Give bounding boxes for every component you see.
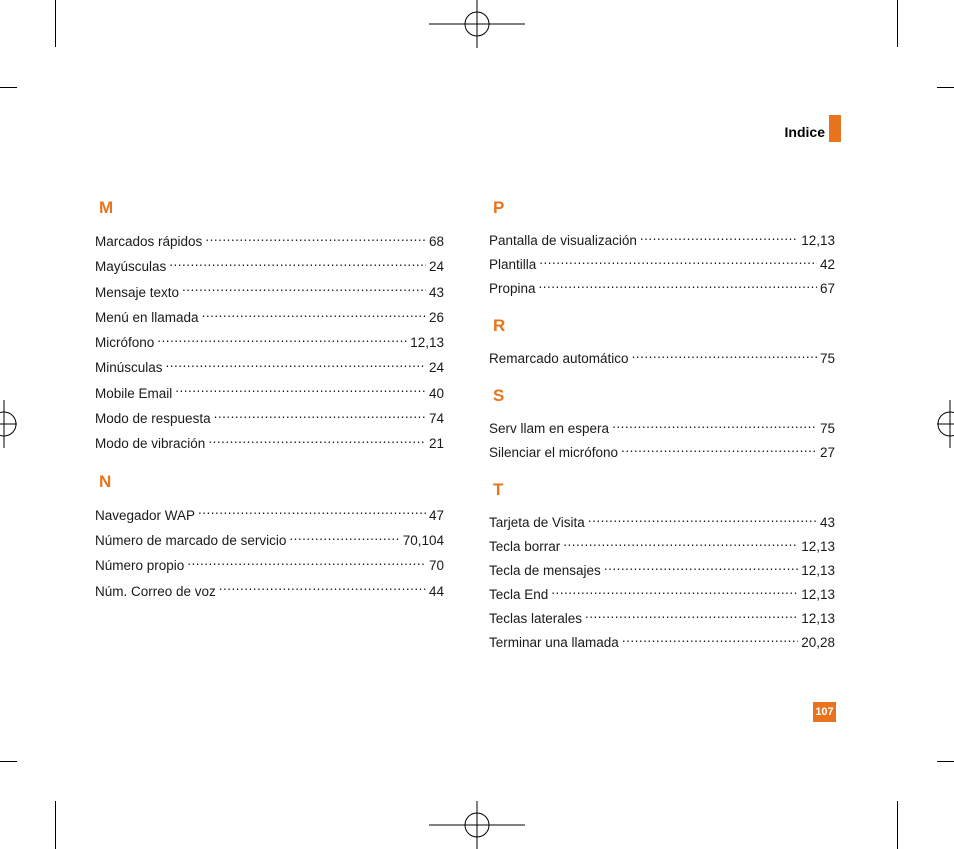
index-entry-page: 43 [428,284,444,300]
heading-spacer [95,220,444,229]
dot-leader [585,610,798,624]
index-entry-label: Tarjeta de Visita [489,515,585,530]
index-entry-page: 75 [819,421,835,436]
index-entry-page: 70 [428,558,444,574]
index-entry-label: Plantilla [489,257,537,272]
index-entry-label: Navegador WAP [95,507,196,523]
crop-mark [897,0,898,47]
index-entry-page: 12,13 [801,539,835,554]
index-letter-heading: M [99,198,114,217]
heading-spacer [95,494,444,503]
index-entry [489,583,835,607]
heading-spacer [489,220,835,229]
page-number: 107 [813,702,836,722]
index-entry [95,305,444,330]
dot-leader [622,634,798,648]
index-entry-label: Silenciar el micrófono [489,445,619,460]
dot-leader [632,350,817,364]
index-entry [95,579,444,604]
index-entry [95,431,444,456]
dot-leader [175,384,426,398]
index-entry-label: Micrófono [95,335,155,351]
section-tab-marker [829,115,841,142]
dot-leader [289,531,399,545]
index-entry-page: 27 [819,445,835,460]
dot-leader [551,586,798,600]
index-letter-heading: P [493,198,505,217]
dot-leader [219,582,426,596]
index-entry-label: Serv llam en espera [489,421,610,436]
index-entry-page: 74 [428,411,444,427]
section-spacer [489,301,835,314]
index-entry [489,253,835,277]
index-entry [95,553,444,578]
crop-mark [55,801,56,849]
index-entry [95,503,444,528]
index-entry-label: Minúsculas [95,360,163,376]
index-entry [489,607,835,631]
index-entry-label: Tecla de mensajes [489,563,601,578]
index-entry-page: 12,13 [410,335,444,351]
crop-mark [0,87,17,88]
index-entry-page: 47 [428,507,444,523]
index-entry-label: Propina [489,281,536,296]
index-entry [95,406,444,431]
dot-leader [604,562,798,576]
index-entry-label: Terminar una llamada [489,635,619,650]
dot-leader [182,283,426,297]
page-section-title: Indice [784,124,825,140]
index-entry-page: 12,13 [801,587,835,602]
dot-leader [202,308,426,322]
index-entry-page: 26 [428,309,444,325]
index-entry-page: 40 [428,385,444,401]
index-entry-page: 43 [819,515,835,530]
index-entry-page: 75 [819,351,835,366]
index-entry [95,254,444,279]
dot-leader [198,506,426,520]
dot-leader [539,280,817,294]
crop-mark [0,761,17,762]
index-entry-page: 24 [428,259,444,275]
index-entry-label: Pantalla de visualización [489,233,637,248]
crop-mark [937,761,954,762]
index-entry-label: Tecla End [489,587,549,602]
index-entry-label: Mobile Email [95,385,173,401]
index-entry [95,355,444,380]
index-entry-page: 70,104 [402,532,444,548]
heading-spacer [489,408,835,417]
index-entry [489,417,835,441]
index-entry-page: 67 [819,281,835,296]
index-column-left [95,196,444,604]
index-entry-page: 12,13 [801,563,835,578]
dot-leader [208,435,426,449]
index-entry-label: Menú en llamada [95,309,199,325]
index-entry-label: Modo de respuesta [95,411,211,427]
section-spacer [489,465,835,478]
crop-mark [55,0,56,47]
index-entry [95,330,444,355]
index-entry [489,229,835,253]
index-entry-page: 42 [819,257,835,272]
index-entry [489,511,835,535]
index-entry-label: Marcados rápidos [95,234,203,249]
index-entry [489,347,835,371]
index-entry-label: Remarcado automático [489,351,629,366]
index-entry-label: Número propio [95,558,185,574]
index-entry-label: Modo de vibración [95,436,206,452]
index-entry-page: 21 [428,436,444,452]
section-spacer [95,457,444,470]
index-entry-label: Tecla borrar [489,539,561,554]
index-entry [489,277,835,301]
dot-leader [621,444,817,458]
index-entry-label: Núm. Correo de voz [95,583,216,599]
index-entry [489,535,835,559]
index-entry [489,441,835,465]
dot-leader [205,233,426,247]
index-letter-heading: T [493,480,504,499]
index-entry-page: 20,28 [801,635,835,650]
heading-spacer [489,502,835,511]
index-entry-label: Mayúsculas [95,259,167,275]
index-entry-page: 44 [428,583,444,599]
dot-leader [157,334,407,348]
index-entry-page: 12,13 [801,233,835,248]
dot-leader [539,256,817,270]
index-column-right [489,196,835,655]
registration-mark-icon [0,400,17,448]
crop-mark [897,801,898,849]
heading-spacer [489,338,835,347]
section-spacer [489,371,835,384]
index-entry-page: 12,13 [801,611,835,626]
dot-leader [166,359,426,373]
registration-mark-icon [937,400,954,448]
index-letter-heading: N [99,471,112,491]
index-entry-label: Mensaje texto [95,284,180,300]
dot-leader [169,258,426,272]
crop-mark [937,87,954,88]
index-entry [95,229,444,254]
index-entry-label: Número de marcado de servicio [95,532,287,548]
index-entry [489,631,835,655]
index-letter-heading: S [493,386,505,405]
index-entry [95,280,444,305]
index-entry-page: 68 [428,234,444,249]
index-entry [95,528,444,553]
dot-leader [640,232,798,246]
dot-leader [563,538,798,552]
registration-mark-icon [429,0,525,48]
index-entry-label: Teclas laterales [489,611,583,626]
registration-mark-icon [429,801,525,849]
index-entry-page: 24 [428,360,444,376]
index-letter-heading: R [493,316,506,335]
dot-leader [187,557,426,571]
index-entry [95,381,444,406]
index-entry [489,559,835,583]
dot-leader [214,410,426,424]
dot-leader [612,420,817,434]
dot-leader [588,514,817,528]
